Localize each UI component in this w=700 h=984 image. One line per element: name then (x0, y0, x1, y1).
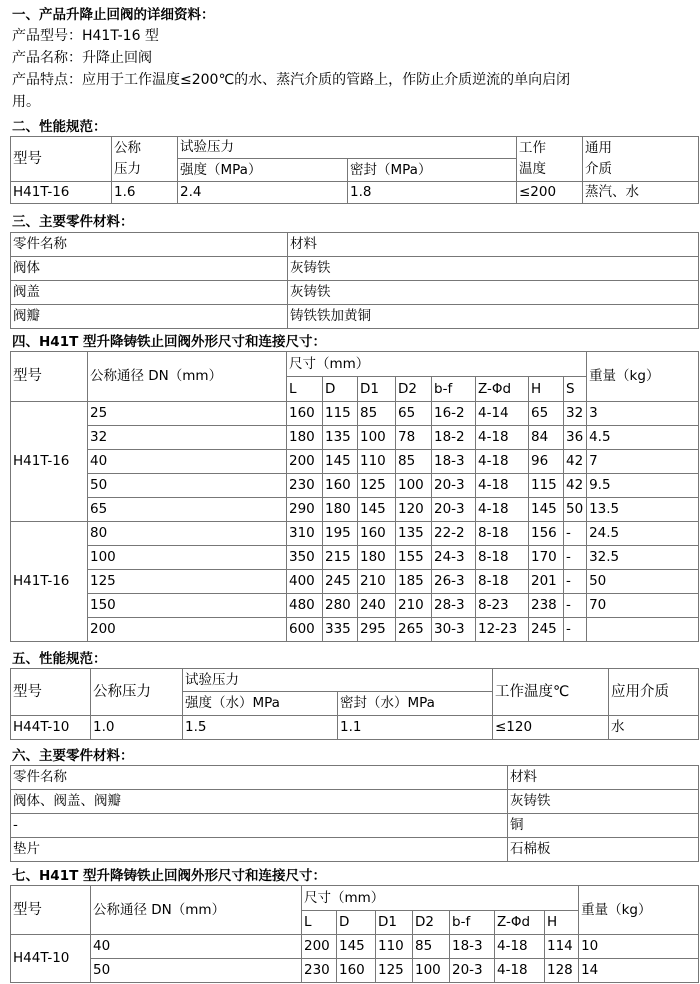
cell-D2: 135 (396, 522, 432, 546)
th-size: 尺寸（mm） (302, 886, 579, 911)
performance-table-2 (10, 668, 699, 740)
cell-w: 70 (587, 594, 699, 618)
cell-dn: 50 (88, 474, 287, 498)
cell-w: 9.5 (587, 474, 699, 498)
cell-D: 280 (323, 594, 358, 618)
cell-zd: 4-18 (476, 450, 529, 474)
cell-dn: 150 (88, 594, 287, 618)
cell-w: 50 (587, 570, 699, 594)
section3-heading: 三、主要零件材料： (12, 214, 134, 230)
cell-zd: 4-14 (476, 402, 529, 426)
cell-L: 480 (287, 594, 323, 618)
cell-D1: 125 (376, 959, 413, 983)
th-material: 材料 (508, 766, 699, 790)
cell-model: H44T-10 (11, 935, 91, 983)
th-temp: 工作温度℃ (493, 669, 609, 716)
cell-L: 230 (302, 959, 337, 983)
cell-L: 290 (287, 498, 323, 522)
cell-H: 65 (529, 402, 564, 426)
th-temp: 工作 温度 (517, 137, 583, 182)
th-D: D (323, 377, 358, 402)
cell-model: H44T-10 (11, 716, 91, 740)
cell-S: - (564, 618, 587, 642)
cell-zd: 12-23 (476, 618, 529, 642)
th-part: 零件名称 (11, 233, 288, 257)
th-dn: 公称通径 DN（mm） (91, 886, 302, 935)
table-row (11, 182, 699, 204)
cell-D: 335 (323, 618, 358, 642)
th-H: H (545, 911, 579, 935)
cell-model: H41T-16 (11, 522, 88, 642)
cell-bf: 18-2 (432, 426, 476, 450)
cell-material: 铜 (508, 814, 699, 838)
th-zd: Z-Φd (476, 377, 529, 402)
dimensions-table-2 (10, 885, 699, 983)
cell-temp: ≤200 (517, 182, 583, 204)
cell-D2: 85 (396, 450, 432, 474)
th-model: 型号 (11, 886, 91, 935)
cell-L: 400 (287, 570, 323, 594)
cell-H: 170 (529, 546, 564, 570)
cell-D2: 210 (396, 594, 432, 618)
th-test-pressure: 试验压力 (183, 669, 493, 692)
section4-heading: 四、H41T 型升降铸铁止回阀外形尺寸和连接尺寸： (12, 334, 326, 350)
cell-dn: 125 (88, 570, 287, 594)
cell-zd: 4-18 (476, 498, 529, 522)
th-S: S (564, 377, 587, 402)
cell-S: - (564, 522, 587, 546)
table-row (11, 814, 699, 838)
cell-bf: 28-3 (432, 594, 476, 618)
cell-w: 10 (579, 935, 699, 959)
cell-zd: 4-18 (476, 474, 529, 498)
th-H: H (529, 377, 564, 402)
th-model: 型号 (11, 137, 112, 182)
table-row (11, 522, 699, 546)
cell-S: - (564, 570, 587, 594)
cell-medium: 蒸汽、水 (583, 182, 699, 204)
cell-L: 160 (287, 402, 323, 426)
th-nominal: 公称压力 (91, 669, 183, 716)
product-feature-line-cont: 用。 (12, 94, 40, 110)
cell-material: 灰铸铁 (508, 790, 699, 814)
cell-bf: 18-3 (450, 935, 495, 959)
cell-w: 24.5 (587, 522, 699, 546)
cell-dn: 65 (88, 498, 287, 522)
cell-D2: 265 (396, 618, 432, 642)
product-name-line: 产品名称：升降止回阀 (12, 50, 152, 66)
product-feature-line: 产品特点：应用于工作温度≤200℃的水、蒸汽介质的管路上，作防止介质逆流的单向启闭 (12, 72, 571, 88)
table-row (11, 281, 699, 305)
section2-heading: 二、性能规范： (12, 119, 107, 135)
th-strength: 强度（水）MPa (183, 692, 338, 716)
cell-L: 200 (302, 935, 337, 959)
dimensions-table (10, 351, 699, 642)
cell-dn: 40 (88, 450, 287, 474)
th-L: L (302, 911, 337, 935)
cell-D1: 85 (358, 402, 396, 426)
cell-S: - (564, 594, 587, 618)
cell-L: 600 (287, 618, 323, 642)
th-model: 型号 (11, 669, 91, 716)
cell-H: 114 (545, 935, 579, 959)
cell-D: 135 (323, 426, 358, 450)
section5-heading: 五、性能规范： (12, 651, 107, 667)
cell-w: 4.5 (587, 426, 699, 450)
cell-L: 350 (287, 546, 323, 570)
product-model-line: 产品型号：H41T-16 型 (12, 28, 159, 44)
th-size: 尺寸（mm） (287, 352, 587, 377)
cell-material: 铸铁铁加黄铜 (288, 305, 699, 329)
cell-part: - (11, 814, 508, 838)
cell-D: 160 (323, 474, 358, 498)
table-row (11, 426, 699, 450)
cell-dn: 100 (88, 546, 287, 570)
table-row (11, 838, 699, 862)
cell-D: 160 (337, 959, 376, 983)
cell-H: 145 (529, 498, 564, 522)
cell-D: 115 (323, 402, 358, 426)
materials-table-2 (10, 765, 699, 862)
table-row (11, 474, 699, 498)
cell-dn: 80 (88, 522, 287, 546)
cell-D2: 65 (396, 402, 432, 426)
section6-heading: 六、主要零件材料： (12, 748, 134, 764)
cell-dn: 50 (91, 959, 302, 983)
cell-H: 245 (529, 618, 564, 642)
cell-bf: 18-3 (432, 450, 476, 474)
cell-D1: 295 (358, 618, 396, 642)
cell-D2: 78 (396, 426, 432, 450)
cell-bf: 20-3 (432, 498, 476, 522)
th-test-pressure: 试验压力 (178, 137, 517, 159)
th-D1: D1 (358, 377, 396, 402)
cell-model: H41T-16 (11, 402, 88, 522)
cell-H: 156 (529, 522, 564, 546)
cell-S: 36 (564, 426, 587, 450)
th-model: 型号 (11, 352, 88, 402)
cell-D1: 145 (358, 498, 396, 522)
th-bf: b-f (450, 911, 495, 935)
cell-dn: 32 (88, 426, 287, 450)
table-row (11, 450, 699, 474)
cell-S: 32 (564, 402, 587, 426)
cell-D2: 100 (413, 959, 450, 983)
cell-model: H41T-16 (11, 182, 112, 204)
cell-D2: 185 (396, 570, 432, 594)
cell-dn: 40 (91, 935, 302, 959)
cell-part: 阀体、阀盖、阀瓣 (11, 790, 508, 814)
th-L: L (287, 377, 323, 402)
cell-H: 96 (529, 450, 564, 474)
table-row (11, 618, 699, 642)
cell-medium: 水 (609, 716, 699, 740)
th-weight: 重量（kg） (587, 352, 699, 402)
th-medium: 应用介质 (609, 669, 699, 716)
th-D1: D1 (376, 911, 413, 935)
cell-zd: 4-18 (476, 426, 529, 450)
cell-seal: 1.8 (348, 182, 517, 204)
cell-dn: 200 (88, 618, 287, 642)
table-row (11, 498, 699, 522)
table-row (11, 305, 699, 329)
cell-S: 50 (564, 498, 587, 522)
cell-nominal: 1.6 (112, 182, 178, 204)
cell-dn: 25 (88, 402, 287, 426)
cell-L: 230 (287, 474, 323, 498)
cell-D2: 85 (413, 935, 450, 959)
cell-bf: 16-2 (432, 402, 476, 426)
cell-D: 145 (337, 935, 376, 959)
table-row (11, 570, 699, 594)
cell-L: 310 (287, 522, 323, 546)
cell-D: 195 (323, 522, 358, 546)
cell-bf: 30-3 (432, 618, 476, 642)
cell-H: 84 (529, 426, 564, 450)
cell-w: 3 (587, 402, 699, 426)
cell-part: 垫片 (11, 838, 508, 862)
performance-table (10, 136, 699, 204)
cell-zd: 8-18 (476, 570, 529, 594)
table-row (11, 716, 699, 740)
th-seal: 密封（水）MPa (338, 692, 493, 716)
cell-D1: 240 (358, 594, 396, 618)
table-row (11, 594, 699, 618)
cell-H: 201 (529, 570, 564, 594)
cell-D1: 110 (358, 450, 396, 474)
cell-zd: 8-23 (476, 594, 529, 618)
th-bf: b-f (432, 377, 476, 402)
cell-S: 42 (564, 450, 587, 474)
cell-seal: 1.1 (338, 716, 493, 740)
cell-bf: 26-3 (432, 570, 476, 594)
cell-D1: 125 (358, 474, 396, 498)
section1-heading: 一、产品升降止回阀的详细资料： (12, 7, 215, 23)
th-zd: Z-Φd (495, 911, 545, 935)
section7-heading: 七、H41T 型升降铸铁止回阀外形尺寸和连接尺寸： (12, 868, 326, 884)
table-row (11, 546, 699, 570)
cell-bf: 20-3 (450, 959, 495, 983)
cell-L: 180 (287, 426, 323, 450)
cell-material: 灰铸铁 (288, 257, 699, 281)
table-row (11, 935, 699, 959)
th-D2: D2 (396, 377, 432, 402)
cell-nominal: 1.0 (91, 716, 183, 740)
cell-D: 215 (323, 546, 358, 570)
cell-S: - (564, 546, 587, 570)
cell-H: 238 (529, 594, 564, 618)
cell-D1: 110 (376, 935, 413, 959)
table-row (11, 402, 699, 426)
cell-w (587, 618, 699, 642)
cell-D2: 120 (396, 498, 432, 522)
th-weight: 重量（kg） (579, 886, 699, 935)
th-material: 材料 (288, 233, 699, 257)
table-row (11, 790, 699, 814)
cell-zd: 4-18 (495, 935, 545, 959)
th-D: D (337, 911, 376, 935)
cell-D: 180 (323, 498, 358, 522)
cell-H: 115 (529, 474, 564, 498)
cell-strength: 2.4 (178, 182, 348, 204)
cell-part: 阀体 (11, 257, 288, 281)
cell-w: 14 (579, 959, 699, 983)
cell-D2: 155 (396, 546, 432, 570)
cell-w: 32.5 (587, 546, 699, 570)
cell-D1: 100 (358, 426, 396, 450)
th-nominal: 公称 压力 (112, 137, 178, 182)
cell-D1: 210 (358, 570, 396, 594)
cell-D2: 100 (396, 474, 432, 498)
cell-part: 阀盖 (11, 281, 288, 305)
cell-part: 阀瓣 (11, 305, 288, 329)
cell-w: 7 (587, 450, 699, 474)
cell-L: 200 (287, 450, 323, 474)
cell-D1: 160 (358, 522, 396, 546)
cell-zd: 8-18 (476, 546, 529, 570)
th-dn: 公称通径 DN（mm） (88, 352, 287, 402)
cell-S: 42 (564, 474, 587, 498)
cell-strength: 1.5 (183, 716, 338, 740)
cell-D: 245 (323, 570, 358, 594)
materials-table (10, 232, 699, 329)
cell-w: 13.5 (587, 498, 699, 522)
cell-bf: 22-2 (432, 522, 476, 546)
cell-H: 128 (545, 959, 579, 983)
th-D2: D2 (413, 911, 450, 935)
table-row (11, 959, 699, 983)
cell-zd: 8-18 (476, 522, 529, 546)
cell-zd: 4-18 (495, 959, 545, 983)
cell-bf: 20-3 (432, 474, 476, 498)
cell-bf: 24-3 (432, 546, 476, 570)
th-seal: 密封（MPa） (348, 159, 517, 182)
cell-material: 灰铸铁 (288, 281, 699, 305)
cell-material: 石棉板 (508, 838, 699, 862)
table-row (11, 257, 699, 281)
cell-D1: 180 (358, 546, 396, 570)
cell-D: 145 (323, 450, 358, 474)
th-part: 零件名称 (11, 766, 508, 790)
th-medium: 通用 介质 (583, 137, 699, 182)
th-strength: 强度（MPa） (178, 159, 348, 182)
cell-temp: ≤120 (493, 716, 609, 740)
